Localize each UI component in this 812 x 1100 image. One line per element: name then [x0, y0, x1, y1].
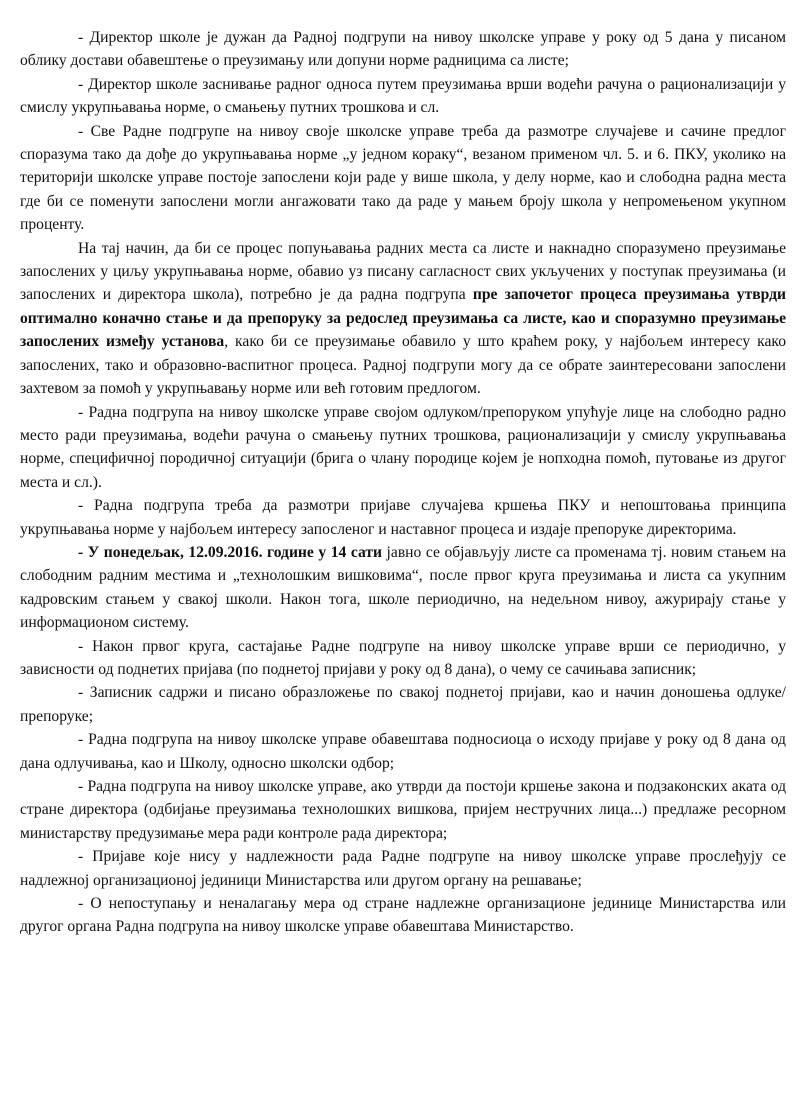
paragraph-bold-text: пре започетог процеса преузимања утврди оптимално коначно стање и да препоруку за редослед преузимања са листе, као и споразумно преузимање запослених између установа	[20, 286, 787, 351]
paragraph-text: - Директор школе заснивање радног односа путем преузимања врши водећи рачуна о рационализацији у смислу укрупњавања норме, о смањењу путних трошкова и сл.	[20, 75, 786, 117]
paragraph-4	[20, 237, 786, 401]
paragraph-text: - Пријаве које нису у надлежности рада Радне подгрупе на нивоу школске управе прослеђују се надлежној организационој јединици Министарства или другом органу на решавање;	[20, 848, 786, 889]
paragraph-1	[20, 26, 786, 73]
paragraph-bold-text: - У понедељак, 12.09.2016. године у 14 сати	[78, 543, 383, 561]
paragraph-7	[20, 541, 786, 635]
paragraph-text: - Директор школе је дужан да Радној подгрупи на нивоу школске управе у року од 5 дана у писаном облику достави обавештење о преузимању или допуни норме радницима са листе;	[20, 29, 786, 70]
paragraph-10	[20, 728, 786, 775]
paragraph-text: - Радна подгрупа на нивоу школске управе, ако утврди да постоји кршење закона и подзаконских аката од стране директора (одбијање преузимања технолошких вишкова, пријем нестручних лица...) предлаже ресорном министарству предузимање мера ради контроле рада директора;	[20, 778, 786, 842]
paragraph-text: , како би се преузимање обавило у што краћем року, у најбољем интересу како запослених, тако и образовно-васпитног процеса. Радној подгрупи могу да се обрате заинтересовани запослени захтевом за помоћ у укрупњавању норме или већ готовим предлогом.	[20, 333, 786, 398]
paragraph-6	[20, 494, 786, 541]
paragraph-11	[20, 775, 786, 845]
document-page	[20, 26, 786, 939]
paragraph-text: - Записник садржи и писано образложење по свакој поднетој пријави, као и начин доношења одлуке/препоруке;	[20, 684, 786, 725]
paragraph-text: - О непоступању и неналагању мера од стране надлежне организационе јединице Министарства или другог органа Радна подгрупа на нивоу школске управе обавештава Министарство.	[20, 895, 786, 936]
paragraph-text: - Радна подгрупа треба да размотри пријаве случајева кршења ПКУ и непоштовања принципа укрупњавања норме у најбољем интересу запосленог и наставног процеса и издаје препоруке директорима.	[20, 497, 786, 538]
paragraph-9	[20, 681, 786, 728]
paragraph-text: - Све Радне подгрупе на нивоу своје школске управе треба да размотре случајеве и сачине предлог споразума тако да дође до укрупњавања норме „у једном кораку“, везаном применом чл. 5. и 6. ПКУ, уколико на територији школске управе постоје запослени који раде у више школа, у делу норме, као и слободна радна места где би се поменути запослени могли ангажовати тако да раде у мањем броју школа у непромењеном укупном проценту.	[20, 122, 786, 234]
paragraph-3	[20, 120, 786, 237]
paragraph-13	[20, 892, 786, 939]
paragraph-8	[20, 635, 786, 682]
paragraph-5	[20, 401, 786, 495]
paragraph-text: - Радна подгрупа на нивоу школске управе својом одлуком/препоруком упућује лице на слободно радно место ради преузимања, водећи рачуна о смањењу путних трошкова, рационализацији у смислу укрупњавања норме, специфичној породичној ситуацији (брига о члану породице којем је нопходна помоћ, путовање из другог места и сл.).	[20, 403, 786, 491]
paragraph-text: - Радна подгрупа на нивоу школске управе обавештава подносиоца о исходу пријаве у року од 8 дана од дана одлучивања, као и Школу, односно школски одбор;	[20, 731, 786, 772]
paragraph-2	[20, 73, 786, 120]
paragraph-text: јавно се објављују листе са променама тј. новим стањем на слободним радним местима и „технолошким вишковима“, после првог круга преузимања и листа са укупним кадровским стањем у свакој школи. Након тога, школе периодично, на недељном нивоу, ажурирају стање у информационом систему.	[20, 543, 786, 632]
paragraph-text: - Након првог круга, састајање Радне подгрупе на нивоу школске управе врши се периодично, у зависности од поднетих пријава (по поднетој пријави у року од 8 дана), о чему се сачињава записник;	[20, 637, 786, 678]
paragraph-text: На тај начин, да би се процес попуњавања радних места са листе и накнадно споразумено преузимање запослених у циљу укрупњавања норме, обавио уз писану сагласност свих укључених у поступак преузимања (и запослених и директора школа), потребно је да радна подгрупа	[20, 239, 786, 304]
paragraph-12	[20, 845, 786, 892]
